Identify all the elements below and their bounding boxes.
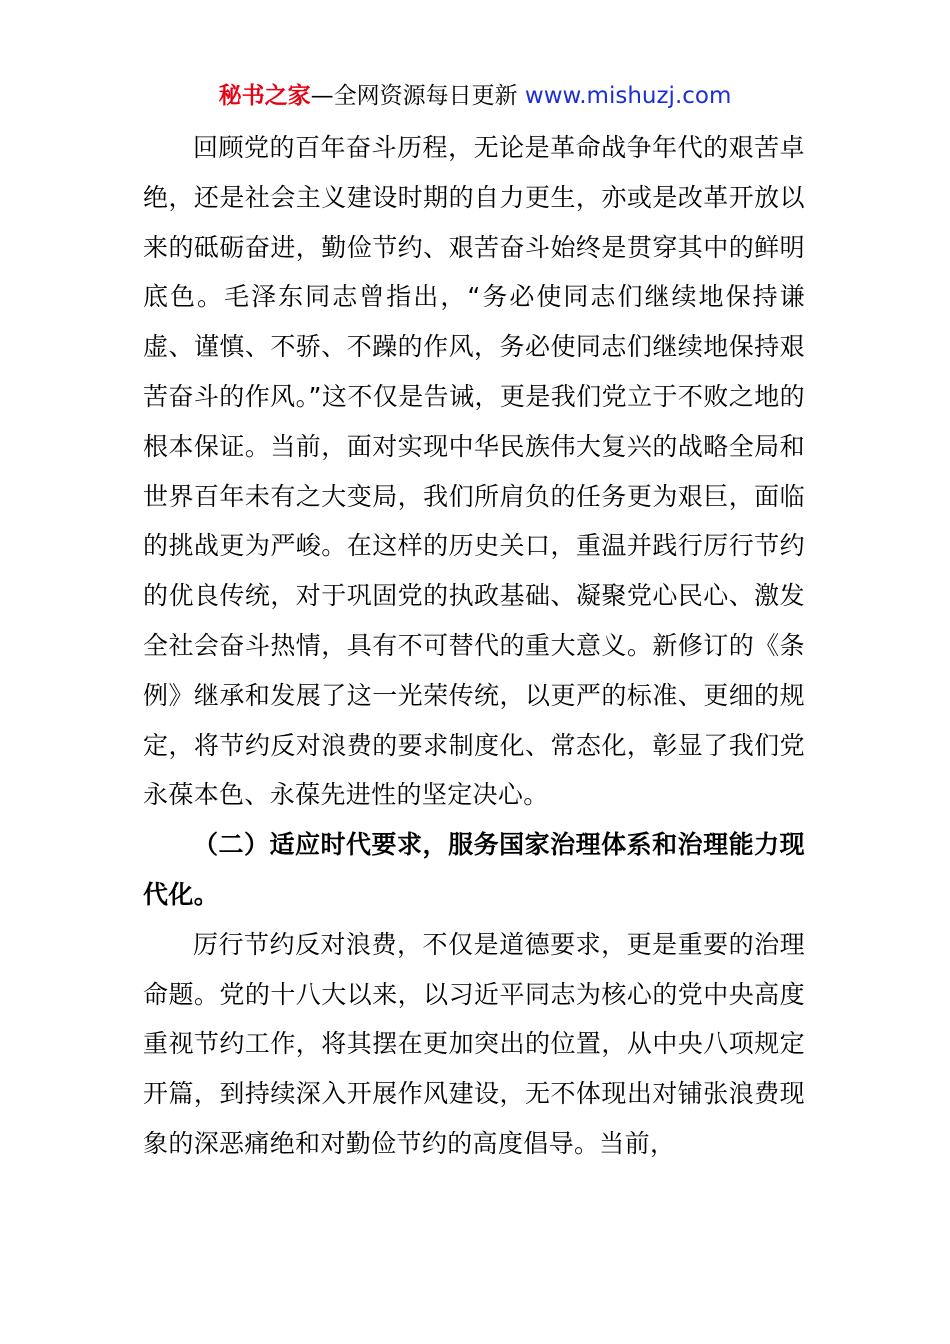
paragraph-governance: 厉行节约反对浪费，不仅是道德要求，更是重要的治理命题。党的十八大以来，以习近平同志为核心的党中央高度重视节约工作，将其摆在更加突出的位置，从中央八项规定开篇，到持续深入开展作风建设，无不体现出对铺张浪费现象的深恶痛绝和对勤俭节约的高度倡导。当前，	[143, 929, 805, 1158]
header-tagline: —全网资源每日更新	[310, 83, 525, 109]
section-heading-2: （二）适应时代要求，服务国家治理体系和治理能力现代化。	[143, 830, 805, 909]
paragraph-historical-review: 回顾党的百年奋斗历程，无论是革命战争年代的艰苦卓绝，还是社会主义建设时期的自力更生，亦或是改革开放以来的砥砺奋进，勤俭节约、艰苦奋斗始终是贯穿其中的鲜明底色。毛泽东同志曾指出，“务必使同志们继续地保持谦虚、谨慎、不骄、不躁的作风，务必使同志们继续地保持艰苦奋斗的作风。”这不仅是告诫，更是我们党立于不败之地的根本保证。当前，面对实现中华民族伟大复兴的战略全局和世界百年未有之大变局，我们所肩负的任务更为艰巨，面临的挑战更为严峻。在这样的历史关口，重温并践行厉行节约的优良传统，对于巩固党的执政基础、凝聚党心民心、激发全社会奋斗热情，具有不可替代的重大意义。新修订的《条例》继承和发展了这一光荣传统，以更严的标准、更细的规定，将节约反对浪费的要求制度化、常态化，彰显了我们党永葆本色、永葆先进性的坚定决心。	[143, 133, 805, 810]
brand-name: 秘书之家	[218, 83, 311, 109]
page-header	[0, 80, 950, 112]
document-body	[143, 123, 805, 1169]
website-url[interactable]: www.mishuzj.com	[524, 83, 732, 109]
